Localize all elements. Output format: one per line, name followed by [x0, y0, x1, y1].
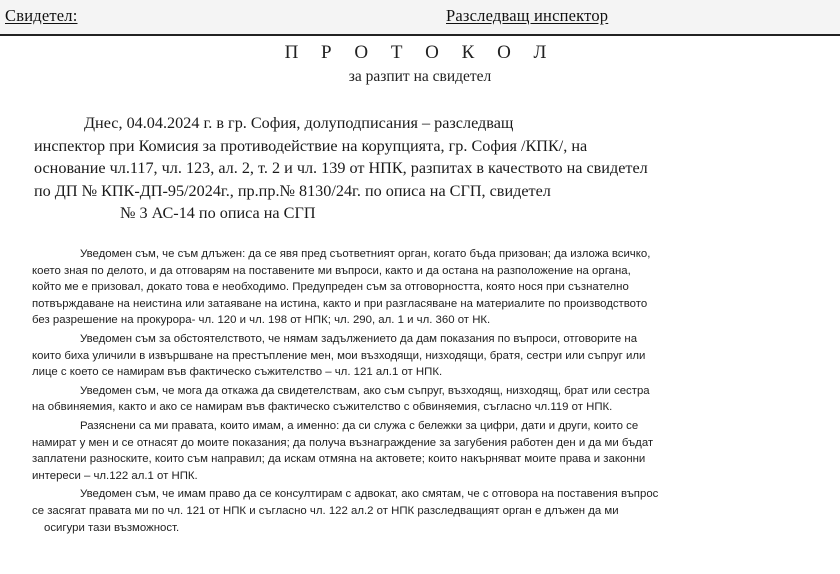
inspector-signature-label: Разследващ инспектор	[446, 6, 609, 25]
intro-block	[34, 112, 816, 225]
paragraph-line: Уведомен съм, че съм длъжен: да се явя пред съответният орган, когато бъда призован; да изложа всичко,	[80, 248, 651, 260]
paragraph-line: намират у мен и се отнасят до моите показания; да получа възнаграждение за загубения работен ден и да ми бъдат	[32, 436, 654, 449]
paragraph-line: Разяснени са ми правата, които имам, а именно: да си служа с бележки за цифри, дати и други, които се	[80, 419, 639, 432]
paragraph-line: който ме е призовал, докато това е необходимо. Предупреден съм за отговорността, която нося при съзнателно	[32, 281, 629, 294]
paragraph-rights	[32, 418, 818, 484]
paragraph-line: осигури тази възможност.	[44, 521, 180, 534]
paragraph-lawyer	[32, 486, 818, 536]
paragraph-line: се засягат правата ми по чл. 121 от НПК и съгласно чл. 122 ал.2 от НПК разследващият орган е длъжен да ми	[32, 504, 619, 517]
paragraph-line: интереси – чл.122 ал.1 от НПК.	[32, 469, 198, 482]
intro-line: основание чл.117, чл. 123, ал. 2, т. 2 и чл. 139 от НПК, разпитах в качеството на свидетел	[34, 159, 648, 177]
paragraph-line: потвърждаване на неистина или затаяване на истина, както и при разгласяване на материалите по производството	[32, 297, 648, 310]
document-subtitle: за разпит на свидетел	[348, 68, 492, 85]
rights-section	[32, 246, 818, 538]
paragraph-line: Уведомен съм за обстоятелството, че нямам задължението да дам показания по въпроси, отговорите на	[80, 332, 638, 345]
paragraph-obligations	[32, 246, 818, 329]
signature-strip	[0, 0, 840, 36]
paragraph-self-incrimination	[32, 331, 818, 381]
paragraph-line: което зная по делото, и да отговарям на поставените ми въпроси, както и да остана на разположение на органа,	[32, 264, 631, 277]
paragraph-line: без разрешение на прокурора- чл. 120 и чл. 198 от НПК; чл. 290, ал. 1 и чл. 360 от НК.	[32, 314, 491, 327]
intro-line: № 3 АС-14 по описа на СГП	[120, 204, 316, 222]
paragraph-line: заплатени разноските, които съм направил; да искам отмяна на актовете; които накърняват моите права и законни	[32, 453, 646, 466]
paragraph-refusal	[32, 383, 818, 416]
paragraph-line: Уведомен съм, че мога да откажа да свидетелствам, ако съм съпруг, възходящ, низходящ, брат или сестра	[80, 384, 650, 397]
document-title: П Р О Т О К О Л	[284, 42, 556, 63]
witness-signature-label: Свидетел:	[5, 6, 78, 25]
paragraph-line: лице с което се намирам във фактическо съжителство – чл. 121 ал.1 от НПК.	[32, 366, 443, 379]
paragraph-line: които биха уличили в извършване на престъпление мен, мои възходящи, низходящи, братя, сестри или съпруг или	[32, 349, 646, 362]
intro-line: по ДП № КПК-ДП-95/2024г., пр.пр.№ 8130/24г. по описа на СГП, свидетел	[34, 181, 551, 200]
intro-line: инспектор при Комисия за противодействие на корупцията, гр. София /КПК/, на	[34, 136, 588, 155]
protocol-document	[0, 36, 840, 574]
paragraph-line: Уведомен съм, че имам право да се консултирам с адвокат, ако смятам, че с отговора на поставения въпрос	[80, 488, 659, 501]
intro-line: Днес, 04.04.2024 г. в гр. София, долуподписания – разследващ	[84, 114, 514, 132]
paragraph-line: на обвиняемия, както и ако се намирам във фактическо съжителство с обвиняемия, съгласно чл.119 от НПК.	[32, 401, 613, 414]
